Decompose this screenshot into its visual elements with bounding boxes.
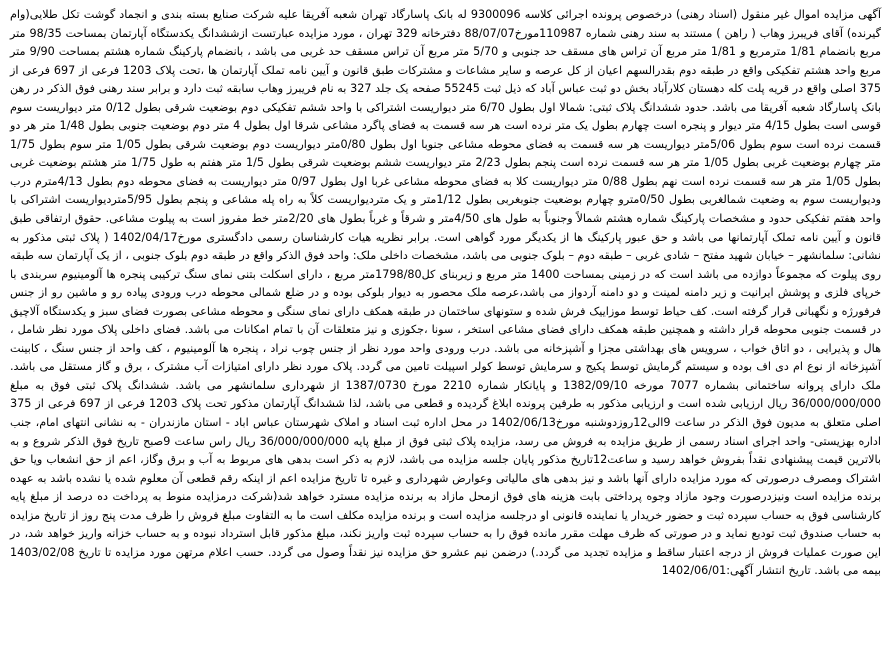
auction-notice-text: آگهی مزایده اموال غیر منقول (اسناد رهنی) درخصوص پرونده اجرائی کلاسه 9300096 له بانک پاسارگاد تهران شعبه آفریقا علیه شرکت صنایع بسته بندی و انجماد گوشت تکل طلایی(وام گیرنده) آقای فریبرز وهاب ( راهن ) مستند به سند رهنی شماره 110987مورخ88/07/07 دفترخانه 329 تهران ، مورد مزایده عبارتست ازششدانگ یکدستگاه آپارتمان بمساحت 98/35 متر مربع بانضمام 1/81 مترمربع و 1/81 متر مربع آن تراس های مسقف حد جنوبی و 5/70 متر مربع آن تراس مسقف حد غربی می باشد ، بانضمام پارکینگ شماره هشتم بمساحت 9/90 متر مربع واحد هشتم تفکیکی واقع در طبقه دوم بقدرالسهم اعیان از کل عرصه و سایر مشاعات و مشترکات طبق قانون و آیین نامه تملک آپارتمان ها ،تحت پلاک 1203 فرعی از 697 فرعی از 375 اصلی واقع در قریه پلت کله دهستان کلارآباد بخش دو ثبت عباس آباد که ذیل ثبت 55245 صفحه یک جلد 327 به نام فریبرز وهاب سابقه ثبت دارد و برابر سند رهنی فوق الذکر در رهن بانک پاسارگاد شعبه آفریقا می باشد. حدود ششدانگ پلاک ثبتی: شمالا اول بطول 6/70 متر دیواریست اشتراکی با واحد ششم تفکیکی دوم بوضعیت شرقی بطول 0/12 متر دیواریست سوم قوسی است بطول 4/15 متر دیوار و پنجره است چهارم بطول یک متر نرده است هر سه قسمت به فضای پاگرد مشاعی شرقا اول بطول 4 متر دوم بوضعیت جنوبی بطول 1/48 متر هر دو قسمت نرده است سوم بطول 5/06متر دیواریست هر سه قسمت به فضای محوطه مشاعی جنوبا اول بطول 0/80متر دیواریست دوم بوضعیت شرقی بطول 1/05 متر سوم بطول 1/75 متر چهارم بوضعیت غربی بطول 1/05 متر هر سه قسمت نرده است پنجم بطول 2/23 متر دیواریست ششم بوضعیت شرقی بطول 1/5 متر هفتم به طول 1/75 متر هشتم بوضعیت غربی بطول 1/05 متر هر سه قسمت نرده است نهم بطول 0/88 متر دیواریست کلا به فضای محوطه مشاعی غربا اول بطول 0/97 متر دیواریست به فضای محوطه دوم بطول 4/13مترم درب ودیواریست سوم به وضعیت شمالغربی بطول 0/50مترو چهارم بوضعیت جنوبغربی بطول 1/12متر و یک متردیواریست کلاً به راه پله مشاعی و پنجم بطول 5/95متردیواریست اشتراکی با واحد هفتم تفکیکی حدود و مشخصات پارکینگ شماره هشتم شمالاً وجنوباً به طول های 4/50متر و شرقاً و غرباً بطول های 2/20متر خط مفروز است به پیلوت مشاعی. حقوق ارتفاقی طبق قانون و آیین نامه تملک آپارتمانها می باشد و حق عبور پارکینگ ها از یکدیگر مورد گواهی است. برابر نظریه هیات کارشناسان رسمی دادگستری مورخ1402/04/17 ( پلاک ثبتی مذکور به نشانی: سلمانشهر – خیابان شهید مفتح – شادی غربی – طبقه دوم – بلوک جنوبی می باشد، مشخصات داخلی ملک: واحد فوق الذکر واقع در طبقه دوم بلوک جنوبی ، از یک آپارتمان سه طبقه روی پیلوت که مجموعاً دوازده می باشد است که در زمینی بمساحت 1400 متر مربع و زیربنای کل1798/80متر مربع ، دارای اسکلت بتنی نمای سنگ ترکیبی پنجره ها آلومینیوم سربندی با خرپای فلزی و پوشش ایرانیت و زیر دامنه لمینت و دو دامنه آردواز می باشد،عرصه ملک محصور به دیوار بلوکی بوده و در ضلع شمالی محوطه درب ورودی پیاده رو و ماشین رو از جنس فرفورژه و نگهبانی قرار گرفته است. کف حیاط توسط موزاییک فرش شده و ستونهای ساختمان در طبقه همکف دارای نمای سنگی و محوطه مشاعی بصورت فضای سبز و یکدستگاه آلاچیق در قسمت جنوبی محوطه قرار داشته و همچنین طبقه همکف دارای فضای مشاعی استخر ، سونا ،جکوزی و نیز متعلقات آن با تمام امکانات می باشد. فضای داخلی پلاک مورد نظر شامل ، هال و پذیرایی ، دو اتاق خواب ، سرویس های بهداشتی مجزا و آشپزخانه می باشد. درب ورودی واحد مورد نظر از جنس چوب نراد ، پنجره ها آلومینیوم ، کف واحد از جنس سنگ ، کابینت آشپزخانه از نوع ام دی اف بوده و سیستم گرمایش توسط پکیج و سرمایش توسط کولر اسپیلت تامین می گردد. پلاک مورد نظر دارای امتیازات آب مشترک ، برق و گاز مستقل می باشد. ملک دارای پروانه ساختمانی بشماره 7077 مورخه 1382/09/10 و پایانکار شماره 2210 مورخ 1387/0730 از شهرداری سلمانشهر می باشد. ششدانگ پلاک ثبتی فوق به مبلغ 36/000/000/000 ریال ارزیابی شده است و ارزیابی مذکور به طرفین پرونده ابلاغ گردیده و قطعی می باشد، لذا ششدانگ آپارتمان مذکور تحت پلاک 1203 فرعی از 697 فرعی از 375 اصلی متعلق به مدیون فوق الذکر در ساعت 9الی12روزدوشنبه مورخ1402/06/13 در محل اداره ثبت اسناد و املاک شهرستان عباس اباد - استان مازندران - به نشانی انتهای امام، جنب اداره بهزیستی- واحد اجرای اسناد رسمی از طریق مزایده به فروش می رسد، مزایده پلاک ثبتی فوق از مبلغ پایه 36/000/000/000 ریال راس ساعت 9صبح تاریخ فوق الذکر شروع و به بالاترین قیمت پیشنهادی نقداً بفروش خواهد رسید و ساعت12تاریخ مذکور پایان جلسه مزایده می باشد، لازم به ذکر است بدهی های مربوط به آب و برق وگاز، اعم از حق انشعاب ویا حق اشتراک ومصرف درصورتی که مورد مزایده دارای آنها باشد و نیز بدهی های مالیاتی وعوارض شهرداری و غیره تا تاریخ مزایده اعم از اینکه رقم قطعی آن معلوم شده یا نشده باشد به عهده برنده مزایده است ونیزدرصورت وجود مازاد وجوه پرداختی بابت هزینه های فوق ازمحل مازاد به برنده مزایده مسترد خواهد شد(شرکت درمزایده منوط به پرداخت ده درصد از مبلغ پایه کارشناسی فوق به حساب سپرده ثبت و حضور خریدار یا نماینده قانونی او درجلسه مزایده است و برنده مزایده مکلف است ما به التفاوت مبلغ فروش را ظرف مدت پنج روز از تاریخ مزایده به حساب صندوق ثبت تودیع نماید و در صورتی که ظرف مهلت مقرر مانده فوق را به حساب سپرده ثبت واریز نکند، مبلغ مذکور قابل استرداد نبوده و به حساب خزانه واریز خواهد شد، در این صورت عملیات فروش از درجه اعتبار ساقط و مزایده تجدید می گردد.) درضمن نیم عشرو حق مزایده نیز نقداً وصول می گردد. حسب اعلام مرتهن مورد مزایده تا تاریخ 1403/02/08 بیمه می باشد. تاریخ انتشار آگهی:1402/06/01 [10, 8, 881, 578]
